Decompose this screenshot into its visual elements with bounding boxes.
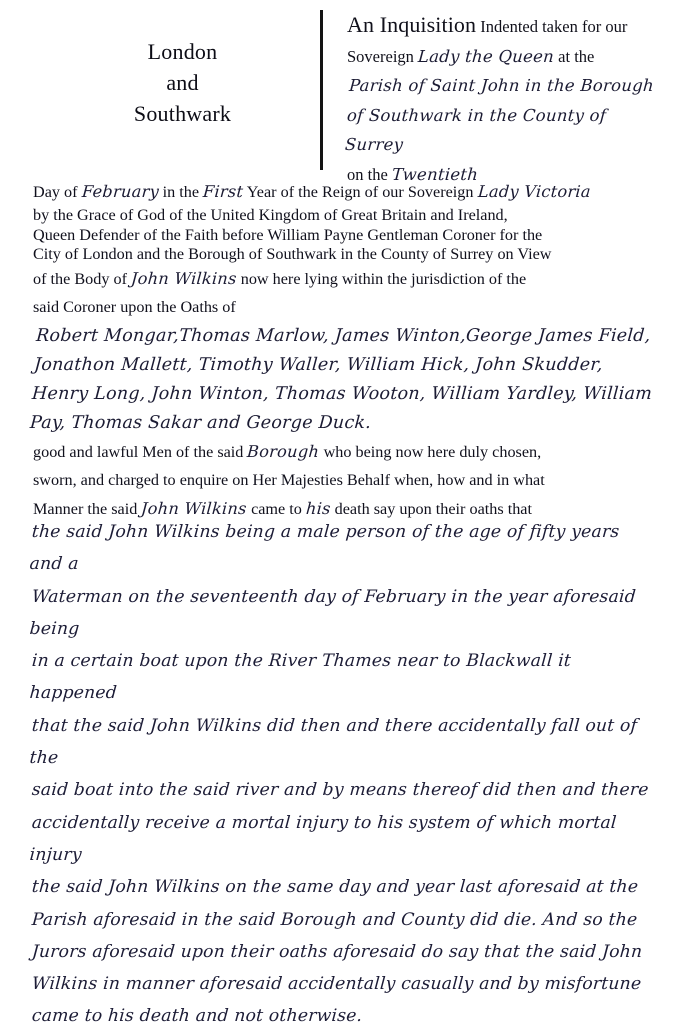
verdict-narrative-line-8: Parish aforesaid in the said Borough and County did die. And so the xyxy=(31,909,639,930)
charge-manner-the-said: Manner the said xyxy=(33,499,142,518)
inquisition-at: at xyxy=(554,46,571,66)
charge-his: his xyxy=(305,498,332,518)
charge-sworn-line: sworn, and charged to enquire on Her Majesties Behalf when, how and in what xyxy=(33,471,545,489)
vertical-divider-rule xyxy=(320,10,323,170)
document-body-zone xyxy=(29,178,663,523)
opening-body-of: of the Body of xyxy=(33,269,132,288)
inquisition-intro-sovereign: for our Sovereign xyxy=(347,17,628,66)
deceased-name-first-mention: John Wilkins xyxy=(130,268,238,288)
verdict-narrative-line-2: Waterman on the seventeenth day of February in the year aforesaid being xyxy=(28,586,637,639)
verdict-narrative xyxy=(28,516,658,1033)
inquisition-day-ordinal: Twentieth xyxy=(391,164,479,184)
opening-paragraph xyxy=(33,178,663,293)
opening-sovereign-name: Lady Victoria xyxy=(476,182,591,201)
jurors-names-list: Robert Mongar,Thomas Marlow, James Winton,George James Field, Jonathon Mallett, Timothy Waller, William Hick, John Skudder, Henry Long, John Winton, Thomas Wooton, William Yardley, William Pay, Thomas Sakar and George Duck. xyxy=(29,325,653,433)
verdict-narrative-line-4: that the said John Wilkins did then and there accidentally fall out of the xyxy=(28,715,638,769)
verdict-narrative-line-10: Wilkins in manner aforesaid accidentally casually and by misfortune xyxy=(31,974,643,995)
document-heading-zone xyxy=(0,0,675,184)
inquisition-parish-borough-county: Parish of Saint John in the Borough of Southwark in the County of Surrey xyxy=(344,76,655,154)
charge-good-lawful-men: good and lawful Men of the said xyxy=(33,442,248,461)
charge-duly-chosen: who being now here duly chosen, xyxy=(319,442,542,461)
place-heading-line-2: and xyxy=(166,70,199,95)
charge-death-say-oaths: death say upon their oaths that xyxy=(330,499,532,518)
opening-in-the: in the xyxy=(158,183,204,201)
opening-day-of: Day of xyxy=(33,183,82,201)
jurors-paragraph xyxy=(29,293,663,438)
verdict-narrative-line-11: came to his death and not otherwise. xyxy=(31,1006,363,1027)
inquisition-lady-the-queen: Lady the Queen xyxy=(417,46,555,66)
opening-now-here-lying: now here lying within the jurisdiction of the xyxy=(236,269,527,288)
verdict-narrative-line-6: accidentally receive a mortal injury to his system of which mortal injury xyxy=(28,812,618,865)
inquisition-on-the: on the xyxy=(347,164,392,184)
opening-month: February xyxy=(80,182,160,201)
deceased-name-second-mention: John Wilkins xyxy=(140,498,248,518)
place-heading-line-3: Southwark xyxy=(133,101,232,126)
charge-paragraph xyxy=(33,438,663,524)
inquisition-intro-taken: Indented taken xyxy=(480,17,578,36)
verdict-narrative-line-3: in a certain boat upon the River Thames near to Blackwall it happened xyxy=(28,651,572,704)
place-heading xyxy=(60,36,305,129)
verdict-narrative-line-1: the said John Wilkins being a male person of the age of fifty years and a xyxy=(28,522,621,575)
verdict-narrative-line-7: the said John Wilkins on the same day and year last aforesaid at the xyxy=(31,877,639,898)
verdict-narrative-line-9: Jurors aforesaid upon their oaths aforesaid do say that the said John xyxy=(31,941,643,962)
place-heading-line-1: London xyxy=(147,39,218,64)
opening-year-of-reign: Year of the Reign of our Sovereign xyxy=(243,183,478,201)
opening-line-queen-defender: Queen Defender of the Faith before William Payne Gentleman Coroner for the xyxy=(33,225,543,244)
opening-line-city-of-london: City of London and the Borough of Southwark in the County of Surrey on View xyxy=(33,245,552,263)
inquisition-preamble xyxy=(344,10,663,189)
jurors-lead-in: said Coroner upon the Oaths of xyxy=(33,297,236,316)
charge-came-to: came to xyxy=(247,499,306,518)
inquisition-the: the xyxy=(574,46,595,66)
verdict-narrative-line-5: said boat into the said river and by means thereof did then and there xyxy=(31,780,650,801)
inquisition-title: An Inquisition xyxy=(347,12,477,37)
charge-borough: Borough xyxy=(246,441,321,461)
opening-regnal-ordinal: First xyxy=(202,182,244,201)
opening-line-grace-of-god: by the Grace of God of the United Kingdom of Great Britain and Ireland, xyxy=(33,206,508,224)
